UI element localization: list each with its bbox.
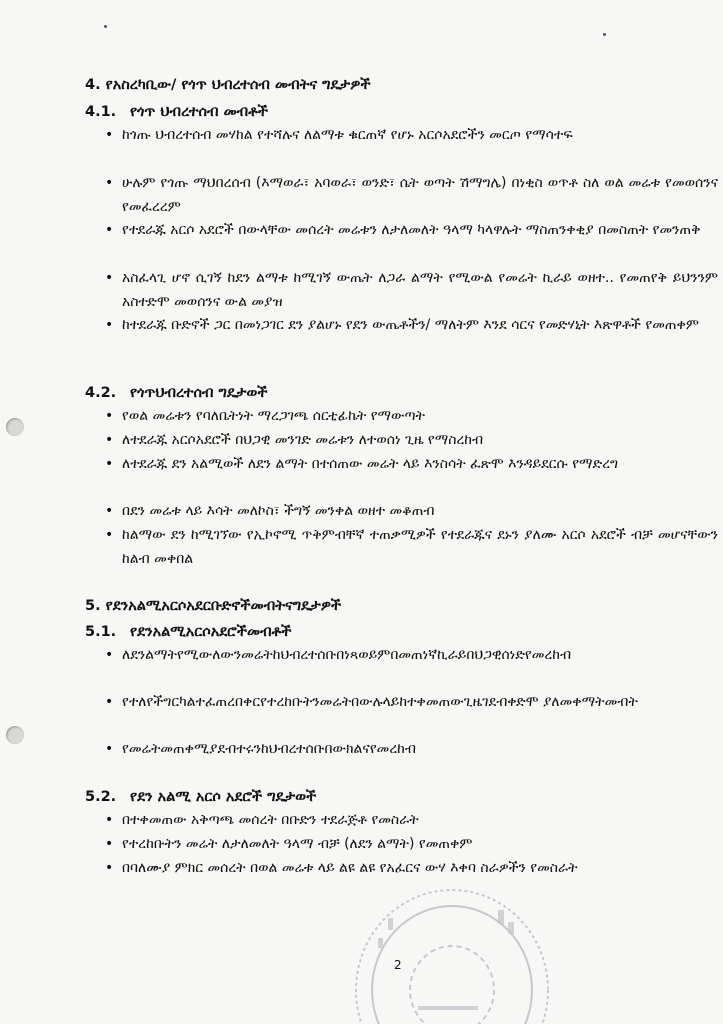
- punch-hole: [6, 418, 24, 436]
- list-item: • በተቀመጠው አቅጣጫ መሰረት በቡድን ተደራጅቶ የመስራት: [105, 812, 419, 828]
- list-item: • ከጎጡ ህብረተሰብ መሃከል የተሻሉና ለልማቱ ቁርጠኛ የሆኑ አርሶአደሮችን መርጦ የማሳተፍ: [105, 127, 573, 143]
- list-item: • በባለሙያ ምክር መሰረት በወል መሬቱ ላይ ልዩ ልዩ የአፈርና ውሃ እቀባ ስራዎችን የመስራት: [105, 860, 578, 876]
- subsection-heading: 4.1. የጎጥ ህብረተሰብ መብቶች: [85, 104, 268, 120]
- list-item: • የወል መሬቱን የባለቤትነት ማረጋገጫ ሰርቲፊኬት የማውጣት: [105, 408, 426, 424]
- list-item: • ለደንልማትየሚውለውንመሬትከህብረተሰቡበነጻወይምበመጠነኛኪራይበህጋዊሰነድየመረከብ: [105, 647, 572, 663]
- list-item: • በደን መሬቱ ላይ እሳት መለኮስ፣ ችግኝ መንቀል ወዘተ መቆጠብ: [105, 503, 435, 519]
- list-item: • ሁሉም የጎጡ ማህበረሰብ (እማወራ፣ አባወራ፣ ወንድ፣ ሴት ወጣት ሽማግሌ) በነቂስ ወጥቶ ስለ ወል መሬቱ የመወሰንና የመፈረረም: [105, 175, 718, 215]
- list-item: • ከተደራጁ ቡድኖች ጋር በመነጋገር ደን ያልሆኑ የደን ውጤቶችን/ ማለትም እንደ ሳርና የመድሃኒት እጽዋቶች የመጠቀም: [105, 317, 699, 333]
- list-item: • የተለየችግርካልተፈጠረበቀርየተረከቡትንመሬትበውሉላይከተቀመጠውጊዜገደብቀድሞ ያለመቀማትመብት: [105, 694, 638, 710]
- scan-speck: [603, 33, 606, 36]
- subsection-heading: 4.2. የጎጥህብረተሰብ ግዴታወች: [85, 385, 268, 401]
- official-stamp: [348, 878, 556, 1024]
- scan-speck: [104, 25, 107, 28]
- list-item: • የመሬትመጠቀሚያደብተሩንከህብረተሰቡበውክልናየመረከብ: [105, 741, 417, 757]
- list-item: • ከልማው ደን ከሚገኘው የኢኮኖሚ ጥቅምብቸኛ ተጠቃሚዎች የተደራጁና ደኑን ያለሙ አርሶ አደሮች ብቻ መሆናቸውን ከልብ መቀበል: [105, 527, 718, 567]
- subsection-heading: 5.1. የደንአልሚአርሶአደሮችመብቶች: [85, 624, 292, 640]
- section-heading: 5. የደንአልሚአርሶአደርቡድኖችመብትናግዴታዎች: [85, 598, 342, 614]
- page-number: 2: [394, 958, 402, 972]
- list-item: • የተደራጁ አርሶ አደሮች በውላቸው መሰረት መሬቱን ለታለመለት ዓላማ ካላዋሉት ማስጠንቀቂያ በመስጠት የመንጠቅ: [105, 222, 701, 238]
- section-heading: 4. የአስረካቢው/ የጎጥ ህብረተሰብ መብትና ግዴታዎች: [85, 77, 371, 93]
- list-item: • የተረከቡትን መሬት ለታለመለት ዓላማ ብቻ (ለደን ልማት) የመጠቀም: [105, 836, 473, 852]
- punch-hole: [6, 726, 24, 744]
- list-item: • ለተደራጁ ደን አልሚወች ለደን ልማት በተሰጠው መሬት ላይ እንስሳት ፈጽሞ እንዳይደርሱ የማድረግ: [105, 456, 619, 472]
- subsection-heading: 5.2. የደን አልሚ አርሶ አደሮች ግዴታወች: [85, 789, 317, 805]
- list-item: • አስፈላጊ ሆኖ ሲገኝ ከደን ልማቱ ከሚገኝ ውጤት ለጋራ ልማት የሚውል የመሬት ኪራይ ወዘተ.. የመጠየቅ ይህንንም አስተድሞ መወሰንና ውል መያዝ: [105, 270, 718, 310]
- list-item: • ለተደራጁ አርሶአደሮች በህጋዊ መንገድ መሬቱን ለተወሰነ ጊዜ የማስረከብ: [105, 432, 484, 448]
